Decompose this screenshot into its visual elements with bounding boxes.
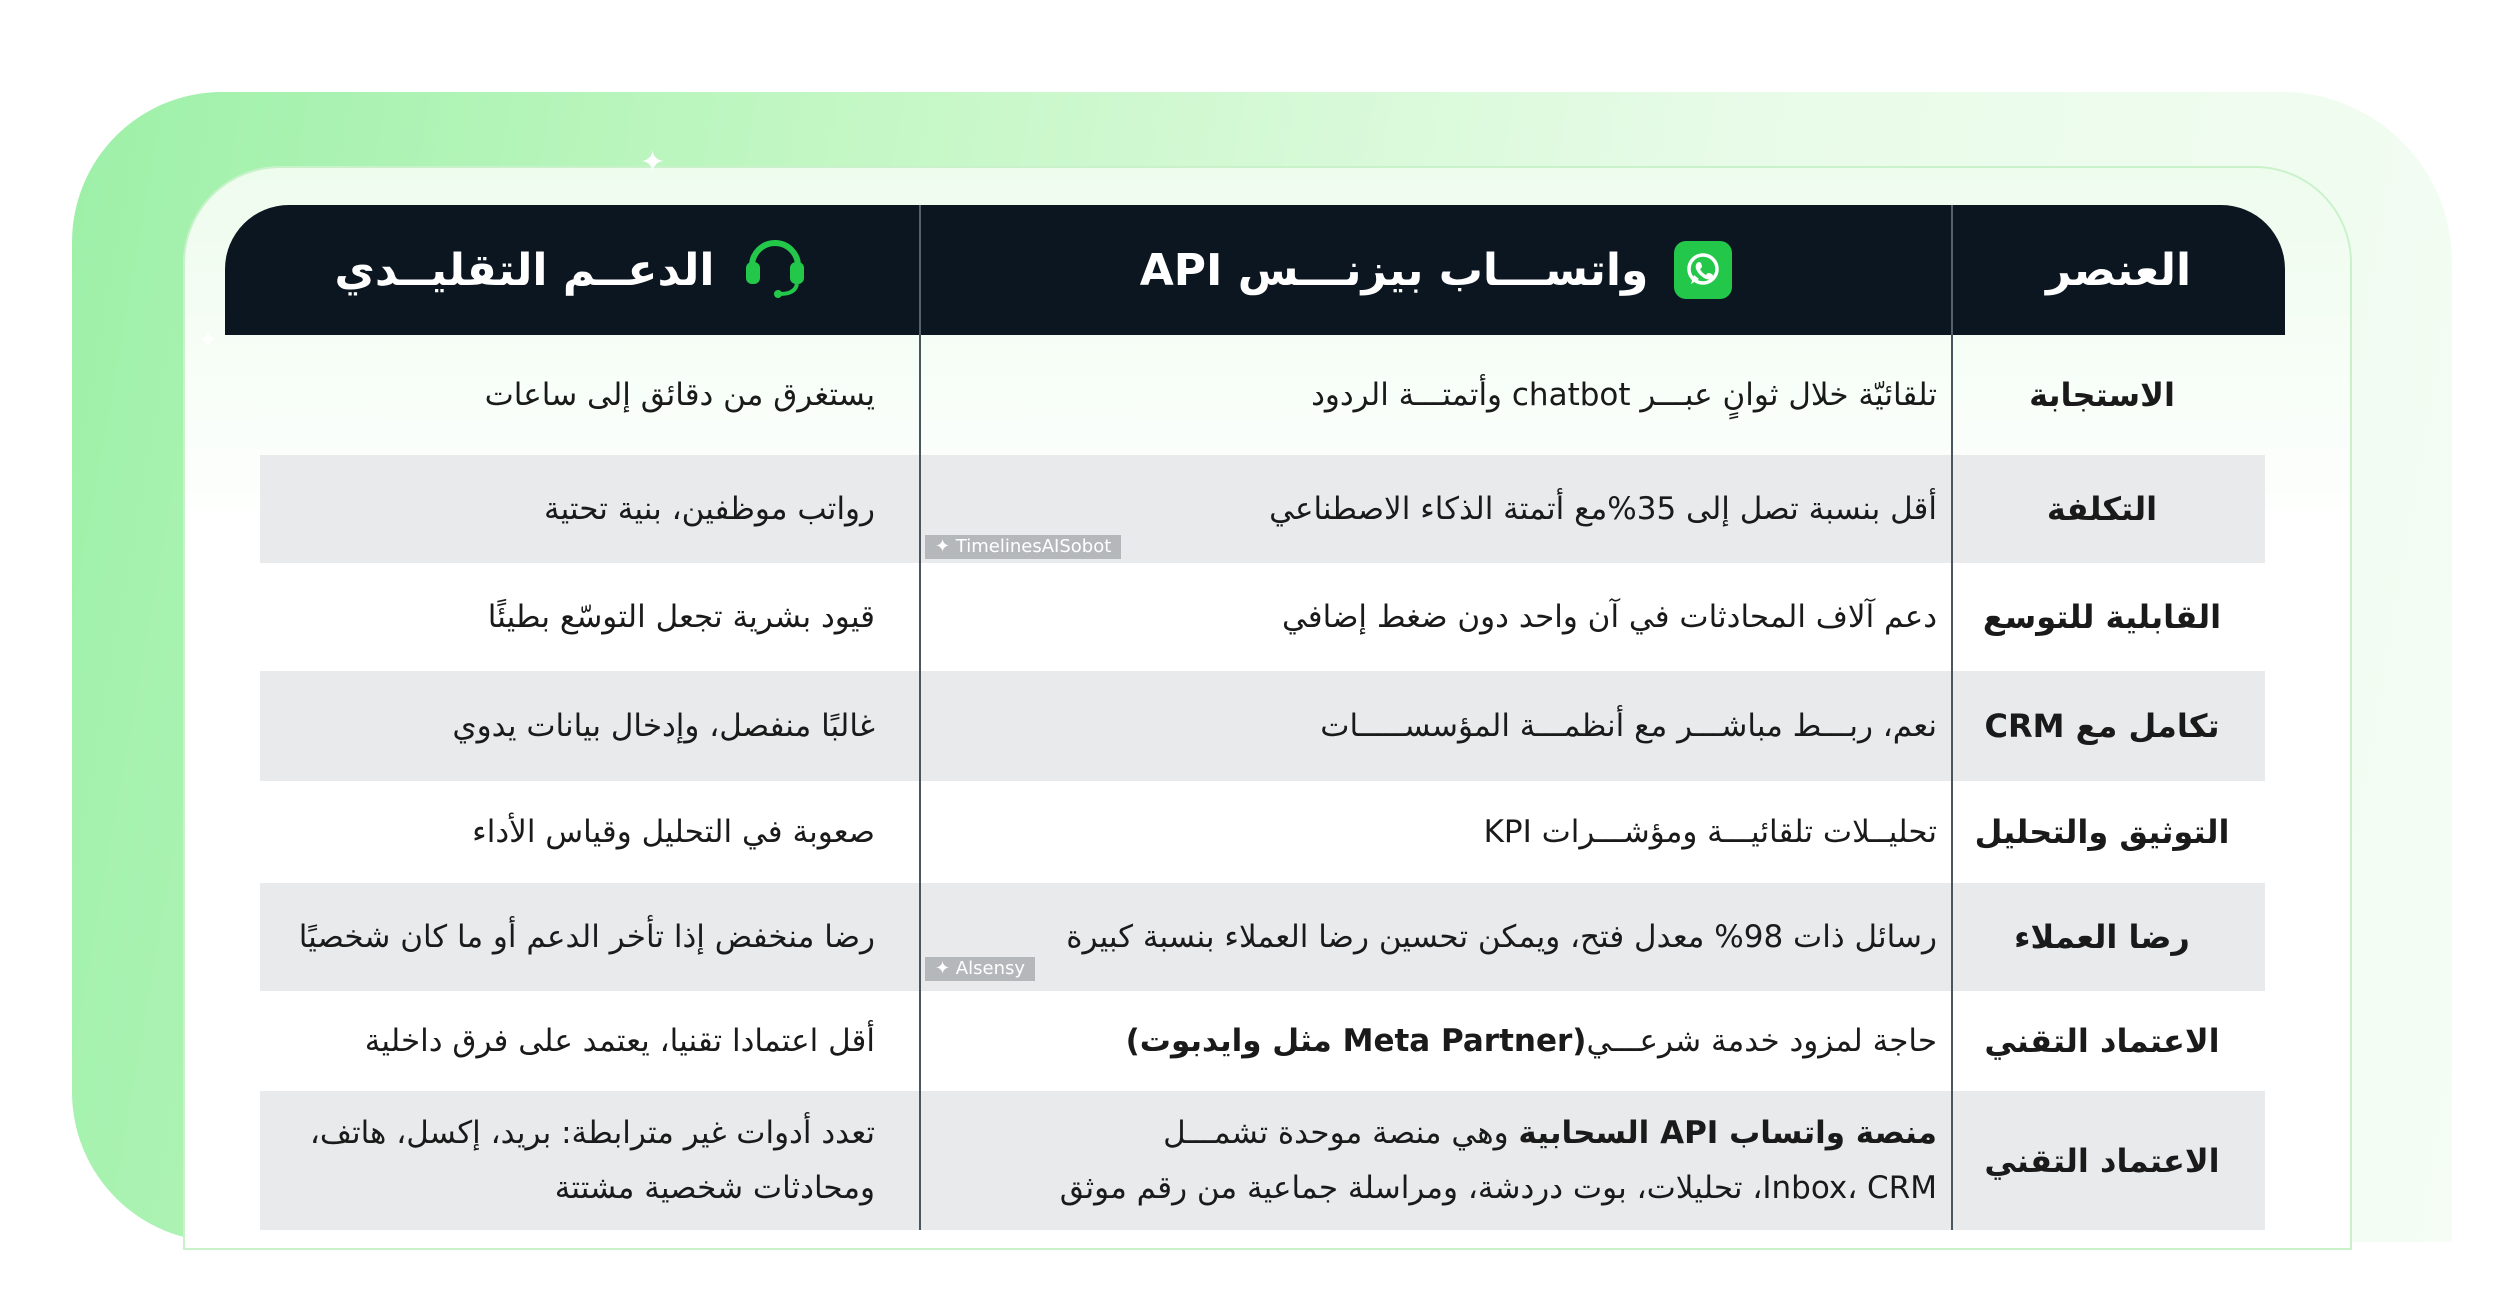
watermark-tag: ✦ TimelinesAISobot	[925, 535, 1121, 559]
header-criterion-label: العنصر	[2045, 244, 2192, 296]
whatsapp-value-text: حاجة لمزود خدمة شرعـــي	[1586, 1023, 1937, 1059]
header-divider	[919, 205, 921, 335]
row-criterion: الاستجابة	[2029, 376, 2175, 414]
column-divider	[1951, 335, 1953, 1230]
row-criterion: القابلية للتوسع	[1982, 598, 2222, 636]
whatsapp-value-line	[1163, 1114, 1937, 1153]
sparkle-icon: ✦	[640, 145, 666, 180]
table-row	[260, 455, 2265, 563]
sparkle-icon: ✦	[198, 326, 219, 354]
watermark-tag: ✦ Alsensy	[925, 957, 1035, 981]
row-traditional-value: صعوبة في التحليل وقياس الأداء	[472, 814, 875, 850]
row-traditional-value: أقل اعتمادا تقنيا، يعتمد على فرق داخلية	[364, 1023, 875, 1059]
comparison-table	[225, 205, 2285, 1230]
traditional-value-line: تعدد أدوات غير مترابطة: بريد، إكسل، هاتف،	[309, 1114, 875, 1151]
row-criterion: الاعتماد التقني	[1984, 1141, 2220, 1180]
header-criterion	[1952, 205, 2285, 335]
whatsapp-value-text: وهي منصة موحدة تشمـــل	[1163, 1114, 1519, 1151]
row-traditional-value: رواتب موظفين، بنية تحتية	[543, 491, 875, 527]
whatsapp-value-bold: (Meta Partner مثل وايدبوت)	[1125, 1023, 1587, 1059]
row-whatsapp-value: تلقائيّة خلال ثوانٍ عبـــر chatbot وأتمتـــة الردود	[1311, 377, 1937, 413]
row-whatsapp-value: أقل بنسبة تصل إلى 35%مع أتمتة الذكاء الاصطناعي	[1269, 491, 1937, 527]
row-traditional-value	[260, 1091, 875, 1230]
row-criterion: التوثيق والتحليل	[1974, 813, 2230, 851]
row-traditional-value: غالبًا منفصل، وإدخال بيانات يدوي	[452, 708, 875, 744]
table-header	[225, 205, 2285, 335]
row-whatsapp-value	[920, 991, 1942, 1091]
row-whatsapp-value: رسائل ذات 98% معدل فتح، ويمكن تحسين رضا العملاء بنسبة كبيرة	[1066, 919, 1937, 955]
headset-icon	[740, 232, 810, 309]
row-whatsapp-value	[920, 1091, 1942, 1230]
header-divider	[1951, 205, 1953, 335]
row-criterion: الاعتماد التقني	[1984, 1022, 2220, 1060]
row-whatsapp-value: نعم، ربـــط مباشـــر مع أنظمـــة المؤسســـــات	[1320, 708, 1937, 744]
row-whatsapp-value: تحليــلات تلقائيـــة ومؤشـــرات KPI	[1483, 814, 1937, 850]
whatsapp-value-line: Inbox، CRM، تحليلات، بوت دردشة، ومراسلة جماعية من رقم موثق	[1059, 1169, 1937, 1206]
header-whatsapp-label: واتســـاب بيزنـــس API	[1139, 244, 1649, 296]
table-row	[260, 781, 2265, 883]
column-divider	[919, 335, 921, 1230]
row-traditional-value: يستغرق من دقائق إلى ساعات	[484, 377, 875, 413]
traditional-value-line: ومحادثات شخصية مشتتة	[554, 1169, 875, 1206]
whatsapp-icon	[1674, 241, 1732, 299]
row-criterion: تكامل مع CRM	[1984, 707, 2220, 745]
row-whatsapp-value: دعم آلاف المحادثات في آن واحد دون ضغط إضافي	[1281, 599, 1937, 635]
header-whatsapp	[920, 205, 1952, 335]
row-criterion: رضا العملاء	[2014, 918, 2190, 956]
header-traditional-label: الدعــم التقليــدي	[334, 244, 715, 296]
row-traditional-value: قيود بشرية تجعل التوسّع بطيئًا	[487, 599, 875, 635]
row-criterion: التكلفة	[2046, 490, 2158, 528]
whatsapp-value-bold: منصة واتساب API السحابية	[1518, 1114, 1937, 1151]
table-row	[260, 335, 2265, 455]
table-row	[260, 563, 2265, 671]
row-traditional-value: رضا منخفض إذا تأخر الدعم أو ما كان شخصيًا	[298, 919, 875, 955]
header-traditional	[225, 205, 920, 335]
table-row	[260, 991, 2265, 1091]
table-row	[260, 671, 2265, 781]
table-row	[260, 1091, 2265, 1230]
table-row	[260, 883, 2265, 991]
